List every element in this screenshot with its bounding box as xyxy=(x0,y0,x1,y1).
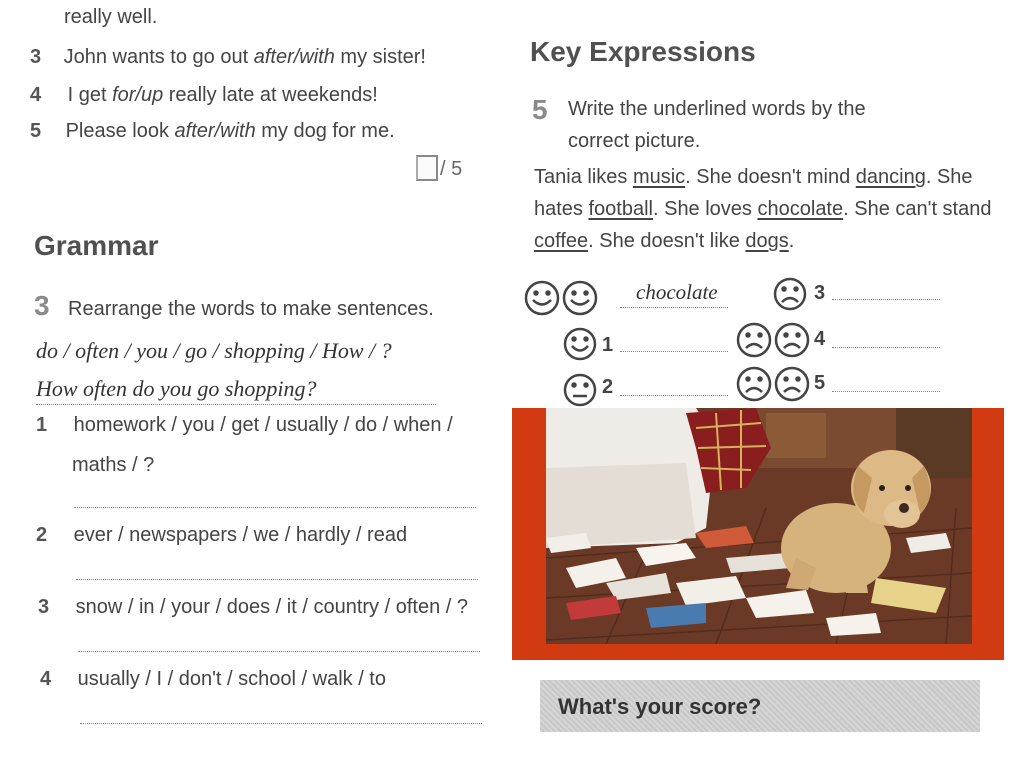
exercise-number: 5 xyxy=(532,94,548,125)
item-number: 1 xyxy=(36,414,48,436)
answer-line xyxy=(620,306,728,308)
key-expressions-heading: Key Expressions xyxy=(530,36,756,67)
underlined-word-music: music xyxy=(632,166,686,188)
smile-face-icon xyxy=(562,326,598,362)
passage-line-1 xyxy=(534,166,973,189)
exercise-3-header xyxy=(34,290,434,322)
dog-mess-photo xyxy=(546,408,972,644)
face-item-number: 1 xyxy=(602,334,614,356)
grammar-item-3 xyxy=(38,596,468,619)
item-text-pre: I get xyxy=(67,84,113,106)
answer-line[interactable] xyxy=(74,506,476,508)
item-number: 4 xyxy=(30,84,42,106)
face-item-number: 2 xyxy=(602,376,614,398)
grammar-item-2 xyxy=(36,524,407,547)
item-number: 3 xyxy=(30,46,42,68)
passage-text: . She xyxy=(925,166,973,188)
score-banner xyxy=(540,680,980,732)
vocab-item-4 xyxy=(30,84,378,107)
underlined-word-dancing: dancing xyxy=(855,166,926,188)
double-smile-icon xyxy=(524,278,598,318)
answer-line[interactable] xyxy=(832,390,940,392)
item-number: 2 xyxy=(36,524,48,546)
item-text-post: really late at weekends! xyxy=(163,84,378,106)
answer-line[interactable] xyxy=(76,578,478,580)
answer-line[interactable] xyxy=(832,346,940,348)
neutral-face-icon xyxy=(562,372,598,408)
example-answer: How often do you go shopping? xyxy=(36,376,317,401)
item-choice: for/up xyxy=(112,84,164,106)
grammar-heading: Grammar xyxy=(34,230,159,261)
underlined-word-chocolate: chocolate xyxy=(757,198,844,220)
passage-text: . She can't stand xyxy=(843,198,992,220)
item-number: 5 xyxy=(30,120,42,142)
double-sad-icon xyxy=(736,364,810,404)
item-number: 3 xyxy=(38,596,50,618)
face-item-number: 3 xyxy=(814,282,826,304)
double-sad-icon xyxy=(736,320,810,360)
underlined-word-football: football xyxy=(588,198,653,220)
score-total: / 5 xyxy=(440,158,463,180)
grammar-item-1 xyxy=(36,414,453,437)
answer-line[interactable] xyxy=(620,350,728,352)
item-words-cont: maths / ? xyxy=(72,454,155,476)
passage-text: hates xyxy=(534,198,589,220)
answer-line[interactable] xyxy=(78,650,480,652)
sad-face-icon xyxy=(772,276,808,312)
answer-line[interactable] xyxy=(832,298,940,300)
item-number: 4 xyxy=(40,668,52,690)
photo-frame xyxy=(512,408,1004,660)
face-item-number: 4 xyxy=(814,328,826,350)
item-words: snow / in / your / does / it / country / often / ? xyxy=(75,596,468,618)
grammar-item-4 xyxy=(40,668,386,691)
exercise-number: 3 xyxy=(34,290,50,321)
answer-line[interactable] xyxy=(620,394,728,396)
score-box[interactable] xyxy=(416,155,438,181)
vocab-item-5 xyxy=(30,120,395,143)
exercise-instruction-cont: correct picture. xyxy=(568,130,701,152)
example-written-answer: chocolate xyxy=(636,280,718,304)
answer-line[interactable] xyxy=(80,722,482,724)
item-text-post: my sister! xyxy=(334,46,426,68)
item-choice: after/with xyxy=(174,120,256,142)
exercise-instruction: Rearrange the words to make sentences. xyxy=(68,298,434,320)
item-words: homework / you / get / usually / do / when / xyxy=(73,414,453,436)
passage-text: . xyxy=(788,230,795,252)
score-banner-text: What's your score? xyxy=(558,694,762,719)
item-words: usually / I / don't / school / walk / to xyxy=(77,668,386,690)
passage-line-3 xyxy=(534,230,794,253)
exercise-instruction: Write the underlined words by the xyxy=(568,98,866,120)
item-words: ever / newspapers / we / hardly / read xyxy=(73,524,408,546)
partial-line: really well. xyxy=(64,6,158,28)
passage-line-2 xyxy=(534,198,991,221)
face-item-number: 5 xyxy=(814,372,826,394)
item-text-post: my dog for me. xyxy=(255,120,395,142)
underlined-word-dogs: dogs xyxy=(745,230,789,252)
passage-text: . She doesn't like xyxy=(588,230,746,252)
passage-text: . She doesn't mind xyxy=(685,166,856,188)
passage-text: . She loves xyxy=(652,198,758,220)
underlined-word-coffee: coffee xyxy=(534,230,589,252)
item-choice: after/with xyxy=(253,46,335,68)
vocab-item-3 xyxy=(30,46,426,69)
example-prompt: do / often / you / go / shopping / How / ? xyxy=(36,338,392,363)
answer-line xyxy=(36,403,436,405)
passage-text: Tania likes xyxy=(534,166,633,188)
item-text-pre: John wants to go out xyxy=(63,46,254,68)
item-text-pre: Please look xyxy=(65,120,175,142)
